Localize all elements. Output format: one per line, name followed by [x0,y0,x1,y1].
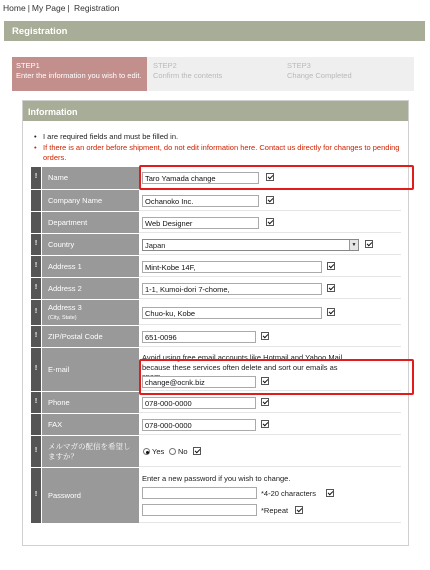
company-checkbox[interactable] [266,196,274,204]
fax-checkbox[interactable] [261,420,269,428]
chevron-down-icon[interactable]: ▼ [349,240,358,250]
required-mark: ! [31,436,41,467]
required-mark: ! [31,348,41,391]
step-2-desc: Confirm the contents [153,71,223,80]
newsletter-yes-label: Yes [152,447,165,456]
required-mark: ! [31,234,41,255]
breadcrumb-separator: | [67,3,70,13]
newsletter-no-radio[interactable] [169,448,176,455]
address2-checkbox[interactable] [327,284,335,292]
address2-label: Address 2 [48,283,82,293]
country-select[interactable] [142,239,359,251]
step-1 [12,57,147,91]
country-checkbox[interactable] [365,240,373,248]
zip-checkbox[interactable] [261,332,269,340]
name-input[interactable]: Taro Yamada change [142,172,259,184]
password-checkbox[interactable] [326,489,334,497]
newsletter-no-label: No [178,447,188,456]
breadcrumb-separator: | [27,3,30,13]
email-label: E-mail [48,364,70,374]
fax-input[interactable]: 078-000-0000 [142,419,256,431]
phone-label: Phone [48,397,70,407]
required-mark: ! [31,278,41,299]
row-password [31,468,401,524]
department-input[interactable]: Web Designer [142,217,259,229]
row-department [31,212,401,234]
row-address3 [31,300,401,326]
phone-input[interactable]: 078-000-0000 [142,397,256,409]
password-repeat-checkbox[interactable] [295,506,303,514]
row-address1 [31,256,401,278]
required-mark: ! [31,167,41,189]
country-selected-value: Japan [145,241,166,250]
breadcrumb-current: Registration [74,3,120,13]
registration-form [31,167,401,524]
breadcrumb-home-link[interactable]: Home [3,3,26,13]
country-label: Country [48,239,75,249]
name-highlight [139,165,414,190]
newsletter-label: メルマガの配信を希望しますか？ [48,441,131,461]
step-3-desc: Change Completed [287,71,352,80]
required-mark: ! [31,300,41,325]
department-checkbox[interactable] [266,218,274,226]
required-mark: ! [31,468,41,523]
email-highlight [139,359,414,395]
address1-checkbox[interactable] [327,262,335,270]
zip-label: ZIP/Postal Code [48,331,103,341]
row-phone [31,392,401,414]
address3-checkbox[interactable] [327,308,335,316]
row-zip [31,326,401,348]
address1-input[interactable]: Mint-Kobe 14F, [142,261,322,273]
breadcrumb-mypage-link[interactable]: My Page [31,3,66,13]
required-note: • I are required fields and must be filled in. [33,132,401,143]
company-input[interactable]: Ochanoko Inc. [142,195,259,207]
section-title: Information [23,101,408,121]
fax-label: FAX [48,419,63,429]
password-repeat-input[interactable] [142,504,257,516]
password-note: Enter a new password if you wish to change. [142,474,291,483]
row-fax [31,414,401,436]
address3-input[interactable]: Chuo-ku, Kobe [142,307,322,319]
required-mark: ! [31,326,41,347]
newsletter-yes-radio[interactable] [143,448,150,455]
step-indicator [12,57,414,91]
required-mark: ! [31,256,41,277]
row-company [31,190,401,212]
step-2-label: STEP2 [153,61,177,70]
step-3-label: STEP3 [287,61,311,70]
password-label: Password [48,490,81,500]
shipment-warning: • If there is an order before shipment, do not edit information here. Contact us directly for changes to pending orders. [33,143,401,164]
page-title: Registration [4,21,425,41]
password-hint: *4-20 characters [261,489,317,498]
address3-label: Address 3 [48,302,82,312]
row-newsletter [31,436,401,468]
step-2 [149,57,279,91]
email-input[interactable]: change@ocnk.biz [142,376,256,388]
name-label: Name [48,173,69,182]
required-mark: ! [31,392,41,413]
phone-checkbox[interactable] [261,398,269,406]
row-country [31,234,401,256]
breadcrumb [3,3,119,13]
step-1-label: STEP1 [16,61,40,70]
form-notes [33,132,401,164]
company-label: Company Name [48,195,103,205]
step-3 [283,57,413,91]
password-input[interactable] [142,487,257,499]
password-repeat-label: *Repeat [261,506,289,515]
newsletter-checkbox[interactable] [193,447,201,455]
address3-sublabel: (City, State) [48,314,77,321]
zip-input[interactable]: 651-0096 [142,331,256,343]
row-address2 [31,278,401,300]
address1-label: Address 1 [48,261,82,271]
address2-input[interactable]: 1-1, Kumoi-dori 7-chome, [142,283,322,295]
step-1-desc: Enter the information you wish to edit. [16,71,142,80]
email-note: Avoid using free email accounts like Hotmail and Yahoo Mail because these services often delete and sort our emails as [142,353,343,372]
department-label: Department [48,217,88,227]
